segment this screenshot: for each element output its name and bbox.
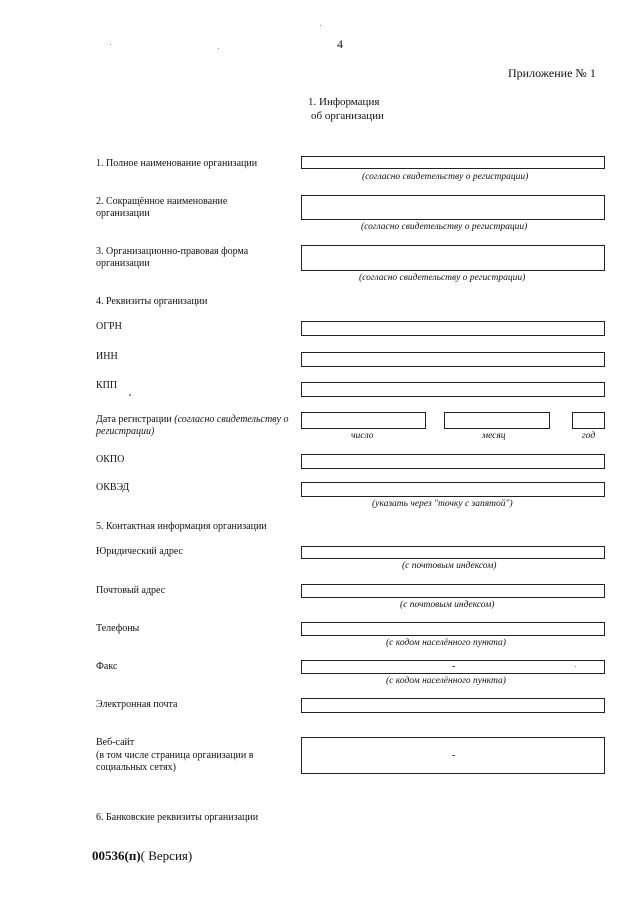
short-name-field[interactable] <box>301 195 605 220</box>
full-name-field[interactable] <box>301 156 605 169</box>
reg-year-note: год <box>582 431 596 441</box>
ogrn-label: ОГРН <box>96 321 122 332</box>
short-name-note: (согласно свидетельству о регистрации) <box>361 222 528 232</box>
phones-field[interactable] <box>301 622 605 636</box>
legal-address-field[interactable] <box>301 546 605 559</box>
website-label: Веб-сайт <box>96 737 135 748</box>
scan-speck <box>110 44 111 45</box>
email-label: Электронная почта <box>96 699 178 710</box>
requisites-heading: 4. Реквизиты организации <box>96 296 208 307</box>
section-subtitle: об организации <box>311 110 384 122</box>
inn-label: ИНН <box>96 351 118 362</box>
bank-heading: 6. Банковские реквизиты организации <box>96 812 259 823</box>
kpp-label: КПП <box>96 380 118 391</box>
short-name-label: 2. Сокращённое наименование организации <box>96 196 228 219</box>
reg-day-field[interactable] <box>301 412 426 429</box>
legal-address-label: Юридический адрес <box>96 546 183 557</box>
document-code-text: 00536(п) <box>92 848 141 863</box>
website-field[interactable] <box>301 737 605 774</box>
legal-form-field[interactable] <box>301 245 605 271</box>
email-field[interactable] <box>301 698 605 713</box>
fax-note: (с кодом населённого пункта) <box>386 676 506 686</box>
scan-speck <box>320 25 321 26</box>
legal-address-note: (с почтовым индексом) <box>402 561 497 571</box>
okpo-field[interactable] <box>301 454 605 469</box>
inn-field[interactable] <box>301 352 605 367</box>
okved-field[interactable] <box>301 482 605 497</box>
phones-note: (с кодом населённого пункта) <box>386 638 506 648</box>
section-title: 1. Информация <box>308 96 380 108</box>
okved-note: (указать через "точку с запятой") <box>372 499 513 509</box>
scan-speck <box>218 48 219 49</box>
phones-label: Телефоны <box>96 623 140 634</box>
postal-address-note: (с почтовым индексом) <box>400 600 495 610</box>
postal-address-label: Почтовый адрес <box>96 585 166 596</box>
page-number: 4 <box>337 37 343 51</box>
reg-date-label-text: Дата регистрации <box>96 414 175 425</box>
full-name-label: 1. Полное наименование организации <box>96 158 258 169</box>
reg-date-label-note: (согласно свидетельству о регистрации) <box>96 414 289 437</box>
reg-day-note: число <box>351 431 374 441</box>
website-sublabel: (в том числе страница организации в социальных сетях) <box>96 750 254 773</box>
ogrn-field[interactable] <box>301 321 605 336</box>
reg-month-field[interactable] <box>444 412 550 429</box>
reg-month-note: месяц <box>482 431 506 441</box>
scan-speck <box>575 666 576 667</box>
okpo-label: ОКПО <box>96 454 125 465</box>
okved-label: ОКВЭД <box>96 482 130 493</box>
fax-label: Факс <box>96 661 118 672</box>
appendix-label: Приложение № 1 <box>508 66 596 80</box>
postal-address-field[interactable] <box>301 584 605 598</box>
legal-form-note: (согласно свидетельству о регистрации) <box>359 273 526 283</box>
legal-form-label: 3. Организационно-правовая форма организации <box>96 246 249 269</box>
fax-value: - <box>452 661 456 672</box>
reg-date-label <box>96 414 301 438</box>
scan-speck <box>129 394 131 396</box>
contacts-heading: 5. Контактная информация организации <box>96 521 267 532</box>
document-code <box>92 850 192 862</box>
kpp-field[interactable] <box>301 382 605 397</box>
fax-field[interactable] <box>301 660 605 674</box>
document-version: ( Версия) <box>140 848 193 863</box>
full-name-note: (согласно свидетельству о регистрации) <box>362 172 529 182</box>
website-value: - <box>452 750 456 761</box>
reg-year-field[interactable] <box>572 412 605 429</box>
